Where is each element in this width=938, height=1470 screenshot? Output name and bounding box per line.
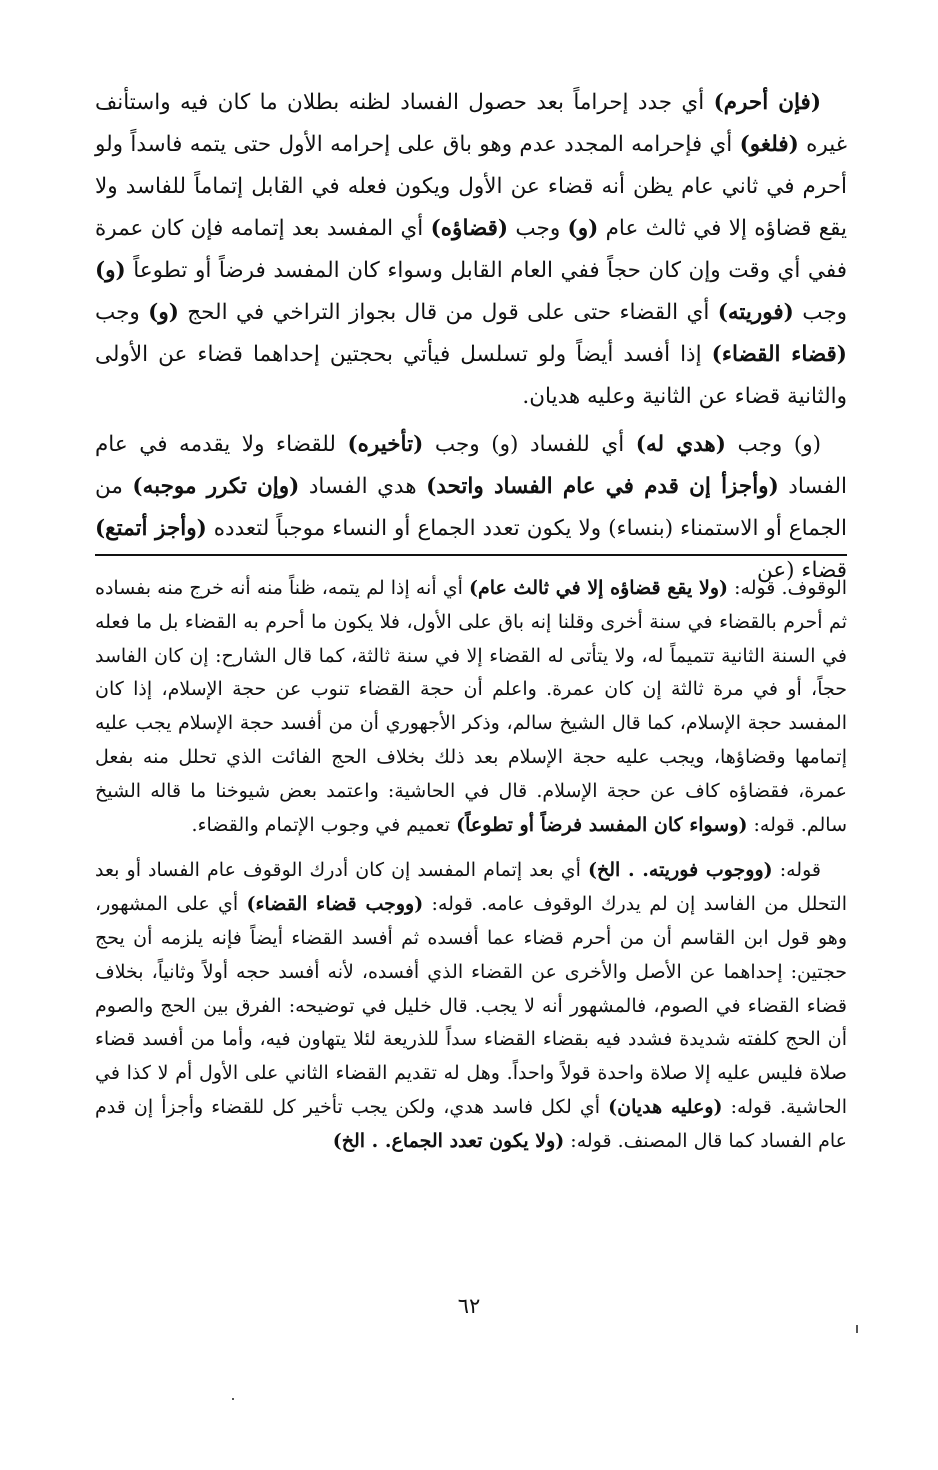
text-run: إذا أفسد أيضاً ولو تسلسل فيأتي بحجتين إحداهما قضاء عن الأولى والثانية قضاء عن الثانية وعليه هديان.: [95, 342, 847, 409]
note-paragraph-1: [95, 572, 847, 842]
text-run: قوله:: [772, 859, 821, 882]
text-run: (و): [793, 432, 822, 457]
text-run: (بنساء): [608, 516, 674, 541]
text-run: أي جدد إحراماً بعد حصول الفساد لظنه بطلان ما كان فيه واستأنف غيره: [95, 90, 847, 157]
scan-speck: [232, 1398, 234, 1400]
text-run: أي المفسد بعد إتمامه فإن كان عمرة ففي أي وقت وإن كان حجاً ففي العام القابل وسواء كان المفسد فرضاً أو تطوعاً: [95, 216, 847, 283]
bold-quoted-phrase: (وأجزأ إن قدم في عام الفساد واتحد): [426, 474, 779, 499]
bold-quoted-phrase: (هدي له): [635, 432, 726, 457]
text-run: أي للفساد: [518, 432, 636, 457]
bold-quoted-phrase: (ووجب قضاء القضاء): [246, 893, 424, 916]
text-run: ولا يكون تعدد الجماع أو النساء موجباً لتعدده: [206, 516, 609, 541]
main-paragraph-2: [95, 424, 847, 592]
text-run: (عن: [756, 558, 795, 583]
bold-quoted-phrase: (و): [567, 216, 599, 241]
main-paragraph-1: [95, 82, 847, 418]
text-run: أي لكل فاسد هدي، ولكن يجب تأخير كل للقضاء وأجزأ إن قدم عام الفساد كما قال المصنف. قوله:: [95, 1095, 847, 1152]
bold-quoted-phrase: (قضاء القضاء): [711, 342, 847, 367]
bold-quoted-phrase: (وعليه هديان): [608, 1095, 723, 1118]
text-run: هدي الفساد: [299, 474, 427, 499]
text-run: أي القضاء حتى على قول من قال بجواز التراخي في الحج: [178, 300, 718, 325]
text-run: من الجماع أو الاستمناء: [95, 474, 847, 541]
text-run: وجب: [95, 300, 149, 325]
text-run: أي على المشهور، وهو قول ابن القاسم أن من أحرم قضاء عما أفسده ثم أفسد القضاء أيضاً فإنه يلزمه أن يحج حجتين: إحداهما عن الأصل والأخرى عن القضاء الذي أفسده، لأنه أفسد حجه أولاً وثانياً، بخلاف قضاء القضاء في الصوم، فالمشهور أنه لا يجب. قال خليل في توضيحه: الفرق بين الحج والصوم أن الحج كلفته شديدة فشدد فيه بقضاء القضاء سداً للذريعة لئلا يتهاون فيه، وأما من أفسد قضاء صلاة فليس عليه إلا صلاة واحدة قولاً واحداً. وهل له تقديم القضاء الثاني على الأول أم لا كذا في الحاشية. قوله:: [95, 893, 848, 1118]
text-run: (و): [491, 432, 519, 457]
bold-quoted-phrase: (تأخيره): [347, 432, 424, 457]
text-run: الوقوف. قوله:: [728, 577, 848, 599]
text-run: وجب: [793, 300, 847, 325]
text-run: وجب: [508, 216, 568, 241]
main-text: [95, 82, 847, 598]
bold-quoted-phrase: (وسواء كان المفسد فرضاً أو تطوعاً): [456, 813, 748, 836]
text-run: وجب: [725, 432, 794, 457]
bold-quoted-phrase: (وإن تكرر موجبه): [132, 474, 300, 499]
text-run: وجب: [423, 432, 492, 457]
bold-quoted-phrase: (ولا يقع قضاؤه إلا في ثالث عام): [468, 577, 728, 599]
bold-quoted-phrase: (فلغو): [739, 132, 799, 157]
bold-quoted-phrase: (ولا يكون تعدد الجماع. . الخ): [332, 1129, 565, 1152]
bold-quoted-phrase: (قضاؤه): [430, 216, 509, 241]
text-run: أي أنه إذا لم يتمه، ظناً منه أنه خرج منه بفساده ثم أحرم بالقضاء في سنة أخرى وقلنا إنه باق على الأول، فلا يكون ما أحرم به القضاء بل ما فعله في السنة الثانية تتميماً له، ولا يتأتى له القضاء إلا في سنة ثالثة، كما قال الشارح: إن كان الفاسد حجاً، أو في مرة ثالثة إن كان عمرة. واعلم أن حجة القضاء تنوب عن حجة الإسلام، إذا كان المفسد حجة الإسلام، كما قال الشيخ سالم، وذكر الأجهوري أن من أفسد حجة الإسلام يجب عليه إتمامها وقضاؤها، ويجب عليه حجة الإسلام بعد ذلك بخلاف الحج الفائت الذي تحلل منه بفعل عمرة، فقضاؤه كاف عن حجة الإسلام. قال في الحاشية: واعتمد بعض شيوخنا ما قاله الشيخ سالم. قوله:: [95, 577, 847, 836]
text-run: قضاء: [794, 558, 847, 583]
footnote-separator: [95, 554, 847, 556]
bold-quoted-phrase: (ووجوب فوريته. . الخ): [588, 859, 773, 882]
text-run: للقضاء ولا يقدمه في عام الفساد: [95, 432, 847, 499]
page-number: ٦٢: [457, 1294, 481, 1318]
note-paragraph-2: [95, 854, 847, 1158]
text-run: أي بعد إتمام المفسد إن كان أدرك الوقوف عام الفساد أو بعد التحلل من الفاسد إن لم يدرك الوقوف عامه. قوله:: [95, 859, 847, 916]
commentary-notes: [95, 572, 847, 1171]
bold-quoted-phrase: (و): [95, 258, 126, 283]
bold-quoted-phrase: (وأجز أتمتع): [95, 516, 207, 541]
text-run: أي فإحرامه المجدد عدم وهو باق على إحرامه الأول حتى يتمه فاسداً ولو أحرم في ثاني عام يظن أنه قضاء عن الأول ويكون فعله في القابل إتماماً للفاسد ولا يقع قضاؤه إلا في ثالث عام: [95, 132, 848, 241]
scan-speck: [856, 1325, 858, 1333]
bold-quoted-phrase: (و): [148, 300, 179, 325]
text-run: تعميم في وجوب الإتمام والقضاء.: [191, 813, 457, 836]
bold-quoted-phrase: (فوريته): [717, 300, 794, 325]
bold-quoted-phrase: (فإن أحرم): [713, 90, 821, 115]
